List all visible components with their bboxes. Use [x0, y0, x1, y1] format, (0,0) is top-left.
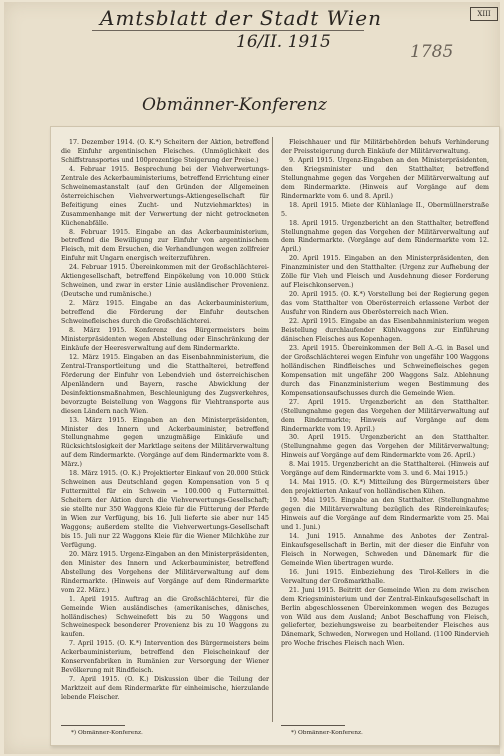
page-stamp: XIII	[470, 7, 498, 21]
paragraph: 18. März 1915. (O. K.) Projektierter Einkauf von 20.000 Stück Schweinen aus Deutschland gegen Kompensation von 5 q Futtermittel für ein Schwein = 100.000 q Futtermittel. Scheitern der Aktion durch die Viehverwertungs-Gesellschaft; sie stellte nur 350 Waggons Kleie für die Fütterung der Pferde in Wien zur Verfügung, bis 16. Juli lieferte sie aber nur 145 Waggons; außerdem stellte die Viehverwertungs-Gesellschaft bis 15. Juli nur 22 Waggons Kleie für die Wiener Milchkühe zur Verfügung.	[61, 470, 269, 549]
paragraph: 7. April 1915. (O. K.*) Intervention des Bürgermeisters beim Ackerbauministerium, betreffend den Fleischeinkauf der Konservenfabriken in Rumänien zur Versorgung der Wiener Bevölkerung mit Rindfleisch.	[61, 640, 269, 675]
text-column-left	[61, 139, 269, 719]
paragraph: 8. Mai 1915. Urgenzbericht an die Statthalterei. (Hinweis auf Vorgänge auf dem Rindermarkte vom 3. und 6. Mai 1915.)	[281, 461, 489, 478]
column-divider	[272, 137, 273, 722]
text-column-right	[281, 139, 489, 719]
paragraph: 22. April 1915. Eingabe an das Eisenbahnministerium wegen Beistellung durchlaufender Kühlwaggons zur Einführung dänischen Fleisches aus Kopenhagen.	[281, 318, 489, 343]
newspaper-clipping	[50, 126, 500, 746]
paragraph: 14. Mai 1915. (O. K.*) Mitteilung des Bürgermeisters über den projektierten Ankauf von holländischen Kühen.	[281, 479, 489, 496]
archive-sheet	[4, 2, 500, 754]
paragraph: 18. April 1915. Miete der Kühlanlage II., Obermüllnerstraße 5.	[281, 201, 489, 218]
paragraph: 20. April 1915. (O. K.*) Vorstellung bei der Regierung gegen das vom Statthalter von Oberösterreich erlassene Verbot der Ausfuhr von Rindern aus Oberösterreich nach Wien.	[281, 291, 489, 317]
footnote-rule-left	[61, 725, 125, 726]
title-underline	[92, 30, 364, 31]
paragraph: 16. Juni 1915. Einbeziehung des Tirol-Kellers in die Verwaltung der Großmarkthalle.	[281, 568, 489, 585]
paragraph: 12. März 1915. Eingaben an das Eisenbahnministerium, die Zentral-Transportleitung und die Statthalterei, betreffend Förderung der Einfuhr von Lebendvieh und österreichischen Alpenländern und Bayern, rasche Abwicklung der Desinfektionsmaßnahmen, Beschleunigung des Zugsverkehres, bevorzugte Beistellung von Waggons für Viehtransporte aus diesen Ländern nach Wien.	[61, 353, 269, 415]
handwritten-number: 1785	[410, 42, 454, 62]
paragraph: 8. März 1915. Konferenz des Bürgermeisters beim Ministerpräsidenten wegen Abstellung oder Einschränkung der Einkäufe der Heeresverwaltung auf dem Rindermarkte.	[61, 327, 269, 352]
paragraph: 21. Juni 1915. Beitritt der Gemeinde Wien zu dem zwischen dem Kriegsministerium und der Zentral-Einkaufsgesellschaft in Berlin abgeschlossenen Übereinkommen wegen des Bezuges von Wild aus dem Ausland; Anbot Beschaffung von Fleisch, gelieferter, beziehungsweise zu bearbeitender Fleisches aus Dänemark, Schweden, Norwegen und Holland. (1100 Rindervieh pro Woche frisches Fleisch nach Wien.	[281, 586, 489, 648]
footnote-left: *) Obmänner-Konferenz.	[71, 730, 143, 736]
paragraph: 4. Februar 1915. Besprechung bei der Viehverwertungs-Zentrale des Ackerbauministeriums, betreffend Errichtung einer Schweinemastanstalt (auf den Gründen der Allgemeinen österreichischen Viehverwertungs-Aktiengesellschaft für Befeitigung eines Zucht- und Nutzviehmarktes) in Zusammenhange mit der Verwertung der nicht getrockneten Küchenabfälle.	[61, 165, 269, 227]
paragraph: 23. April 1915. Übereinkommen der Bell A.-G. in Basel und der Großschlächterei wegen Einfuhr von ungefähr 100 Waggons holländischen Rindfleisches und Schweinefleisches gegen Kompensation mit ungefähr 200 Waggons Salz. Ablehnung durch das Finanzministerium wegen Bestimmung des Kompensationsaufschusses durch die Gemeinde Wien.	[281, 344, 489, 397]
paragraph: 7. April 1915. (O. K.) Diskussion über die Teilung der Marktzeit auf dem Rindermarkte für einheimische, hierzulande lebende Fleischer.	[61, 676, 269, 702]
paragraph: 18. April 1915. Urgenzbericht an den Statthalter, betreffend Stellungnahme gegen das Vorgehen der Militärverwaltung auf dem Rindermarkte. (Vorgänge auf dem Rindermarkte vom 12. April.)	[281, 219, 489, 254]
footnote-rule-right	[281, 725, 345, 726]
paragraph: 2. März 1915. Eingabe an das Ackerbauministerium, betreffend die Förderung der Einfuhr deutschen Schweinefleisches durch die Großschlächterei.	[61, 300, 269, 326]
paragraph: 14. Juni 1915. Annahme des Anbotes der Zentral-Einkaufsgesellschaft in Berlin, mit der dieser die Einfuhr von Fleisch in Norwegen, Schweden und Dänemark für die Gemeinde Wien übertragen wurde.	[281, 532, 489, 567]
paragraph: 27. April 1915. Urgenzbericht an den Statthalter. (Stellungnahme gegen das Vorgehen der Militärverwaltung auf dem Rindermarkte; Hinweis auf Vorgänge auf dem Rindermarkte vom 19. April.)	[281, 398, 489, 433]
paragraph: Fleischhauer und für Militärbehörden behufs Verhinderung der Preissteigerung durch Einkäufe der Militärverwaltung.	[281, 139, 489, 155]
paragraph: 20. März 1915. Urgenz-Eingaben an den Ministerpräsidenten, den Minister des Innern und Ackerbauminister, betreffend Abstellung des Vorgehens der Militärverwaltung auf dem Rindermarkte. (Hinweis auf Vorgänge auf dem Rindermarkte vom 22. März.)	[61, 550, 269, 594]
paragraph: 8. Februar 1915. Eingabe an das Ackerbauministerium, betreffend die Bewilligung zur Einfuhr von argentinischem Fleisch, mit dem Ersuchen, die Verhandlungen wegen zollfreier Einfuhr mit Ungarn energisch weiterzuführen.	[61, 228, 269, 263]
paragraph: 9. April 1915. Urgenz-Eingaben an den Ministerpräsidenten, den Kriegsminister und den Statthalter, betreffend Stellungnahme gegen das Vorgehen der Militärverwaltung auf dem Rindermarkte. (Hinweis auf Vorgänge auf dem Rindermarkte vom 6. und 8. April.)	[281, 156, 489, 200]
paragraph: 17. Dezember 1914. (O. K.*) Scheitern der Aktion, betreffend die Einfuhr argentinischen Fleisches. (Unmöglichkeit des Schiffstransportes und 100prozentige Steigerung der Preise.)	[61, 139, 269, 164]
paragraph: 13. März 1915. Eingaben an den Ministerpräsidenten, Minister des Innern und Ackerbauminister, betreffend Stellungnahme gegen unzugmäßige Einkäufe und Rücksichtslosigkeit der Marktlage seitens der Militärverwaltung auf dem Rindermarkte. (Vorgänge auf dem Rindermarkte vom 8. März.)	[61, 416, 269, 469]
footnote-right: *) Obmänner-Konferenz.	[291, 730, 363, 736]
handwritten-title: Amtsblatt der Stadt Wien	[100, 6, 382, 30]
handwritten-subject: Obmänner-Konferenz	[142, 95, 327, 115]
handwritten-date: 16/II. 1915	[236, 32, 331, 52]
paragraph: 19. Mai 1915. Eingabe an den Statthalter. (Stellungnahme gegen die Militärverwaltung bezüglich des Rindereinkaufes; Hinweis auf die Vorgänge auf dem Rindermarkte vom 25. Mai und 1. Juni.)	[281, 497, 489, 531]
paragraph: 20. April 1915. Eingaben an den Ministerpräsidenten, den Finanzminister und den Statthalter. (Urgenz zur Aufhebung der Zölle für Vieh und Fleisch und Ausdehnung dieser Forderung auf Fleischkonserven.)	[281, 255, 489, 290]
paragraph: 30. April 1915. Urgenzbericht an den Statthalter. (Stellungnahme gegen das Vorgehen der Militärverwaltung; Hinweis auf Vorgänge auf dem Rindermarkte vom 26. April.)	[281, 434, 489, 460]
paragraph: 24. Februar 1915. Übereinkommen mit der Großschlächterei-Aktiengesellschaft, betreffend Einpökelung von 10.000 Stück Schweinen, und zwar in erster Linie ausländischer Provenienz. (Deutsche und rumänische.)	[61, 264, 269, 299]
paragraph: 1. April 1915. Auftrag an die Großschlächterei, für die Gemeinde Wien ausländisches (amerikanisches, dänisches, holländisches) Schweinefett bis zu 50 Waggons und Schweinespeck besonderer Provenienz bis zu 10 Waggons zu kaufen.	[61, 595, 269, 639]
